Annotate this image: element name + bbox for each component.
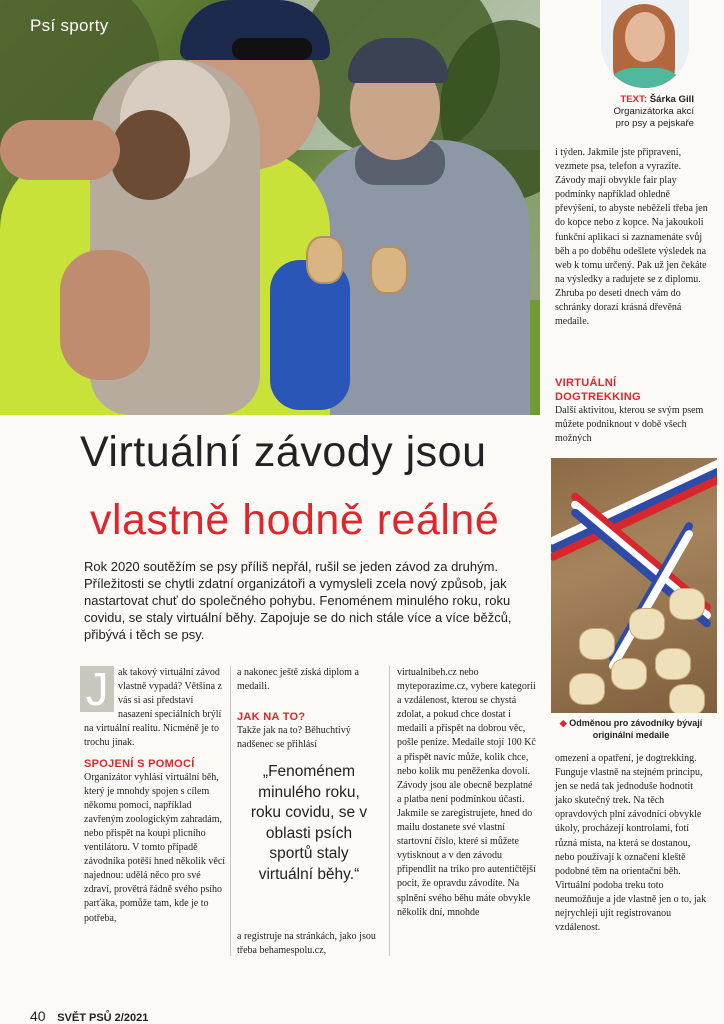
- subhead-spojeni: SPOJENÍ S POMOCÍ: [84, 757, 195, 770]
- drop-cap: J: [80, 666, 114, 712]
- author-role-line1: Organizátorka akcí: [613, 106, 694, 117]
- author-photo: [601, 0, 689, 88]
- column1-paragraph: Organizátor vyhlásí virtuální běh, který je mnohdy spojen s cílem někomu pomoci, například zavřeným zoologickým zahradám, nebo přispět na koupi plicního ventilátoru. V tomto případě závodníka potěší hned několik věcí najednou: udělá něco pro své zdraví, provětrá řádně svého psího parťáka, pomůže tam, kde je to potřeba,: [84, 771, 226, 924]
- body-column-1: [84, 663, 226, 926]
- photo-caption: [551, 718, 711, 741]
- headline-line1: Virtuální závody jsou: [80, 428, 487, 476]
- magazine-issue: SVĚT PSŮ 2/2021: [57, 1012, 149, 1024]
- author-byline: [548, 94, 694, 130]
- column1-intro: ak takový virtuální závod vlastně vypadá? Většina z vás si asi představí nasazení speciálních brýlí na virtuální realitu. Nicméně je to trochu jinak.: [84, 667, 222, 749]
- subhead-line2: DOGTREKKING: [555, 391, 641, 403]
- column-divider: [230, 666, 231, 956]
- subhead-jak-na-to: JAK NA TO?: [237, 711, 306, 724]
- right-column-paragraph-3: omezení a opatření, je dogtrekking. Funguje vlastně na stejném principu, jen se nedá tak jednoduše hodnotit jako skutečný trek. Na těch opravdových plní závodníci obvykle úkoly, procházejí kontrolami, fotí různá místa, na která se dostanou, nebo používají k označení kleště podobné těm na orientační běh. Virtuální podoba treku toto neumožňuje a jde vlastně jen o to, jak nejrychleji ujít registrovanou vzdálenost.: [555, 753, 707, 934]
- hero-photo: [0, 0, 540, 415]
- column-divider: [389, 666, 390, 956]
- subhead-line1: VIRTUÁLNÍ: [555, 377, 617, 389]
- right-column-paragraph-1: i týden. Jakmile jste připraveni, vezmete psa, telefon a vyrazíte. Závody mají obvykle fair play podmínky například ohledně převýšení, to abyste neběželi třeba jen do kopce nebo z kopce. Na jakoukoli funkční aplikaci si zaznamenáte svůj běh a po doběhu odešlete výsledek na web k tomu určený. Pak už jen čekáte na výsledky a radujete se z diplomu. Zhruba po deseti dnech vám do schránky dorazí krásná dřevěná medaile.: [555, 147, 708, 328]
- column2-intro: a nakonec ještě získá diplom a medaili.: [237, 667, 359, 693]
- subhead-virtual-dogtrekking: [555, 376, 711, 404]
- section-kicker: Psí sporty: [30, 16, 109, 35]
- pull-quote: „Fenoménem minulého roku, roku covidu, se v oblasti psích sportů staly virtuální běhy.“: [250, 763, 368, 883]
- body-column-2: [237, 666, 380, 752]
- column2-end: a registruje na stránkách, jako jsou třeba behamespolu.cz,: [237, 931, 376, 957]
- author-name: Šárka Gill: [649, 94, 694, 105]
- right-column-paragraph-2: Další aktivitou, kterou se svým psem můžete podniknout v době všech možných: [555, 405, 704, 445]
- page-footer: [30, 1008, 148, 1024]
- lead-paragraph: Rok 2020 soutěžím se psy příliš nepřál, rušil se jeden závod za druhým. Příležitosti se chytli zdatní organizátoři a vymysleli zcela nový způsob, jak nastartovat chuť do společného pohybu. Fenoménem minulého roku, roku covidu, se staly virtuální běhy. Zapojuje se do nich stále více a více běžců, přibývá i těch se psy.: [84, 559, 512, 642]
- column2-paragraph: Takže jak na to? Běhuchtivý nadšenec se přihlásí: [237, 725, 351, 751]
- author-label: TEXT:: [620, 94, 648, 105]
- author-role-line2: pro psy a pejskaře: [615, 118, 694, 129]
- caption-marker: ◆: [559, 718, 567, 728]
- caption-text: Odměnou pro závodníky bývají originální medaile: [569, 718, 703, 740]
- headline-line2: vlastně hodně reálné: [90, 496, 500, 544]
- body-column-3: virtualnibeh.cz nebo myteporazime.cz, vybere kategorii a vzdálenost, kterou se chystá zdolat, a pokud chce dostat i medaili a přispět na dobrou věc, pošle peníze. Medaile stojí 100 Kč a přispět navíc může, kolik chce, nebo kolik mu peněženka dovolí. Závody jsou ale obecně bezplatné a platba není podmínkou účasti. Jakmile se zaregistrujete, hned do mailu dostanete své vlastní startovní číslo, které si můžete vytisknout a v den závodu připendlit na triko pro autentičtější pocit, že opravdu závodíte. Na splnění svého běhu máte obvykle několik dní, mnohde: [397, 667, 536, 918]
- medals-photo: [551, 458, 717, 713]
- page-number: 40: [30, 1008, 46, 1024]
